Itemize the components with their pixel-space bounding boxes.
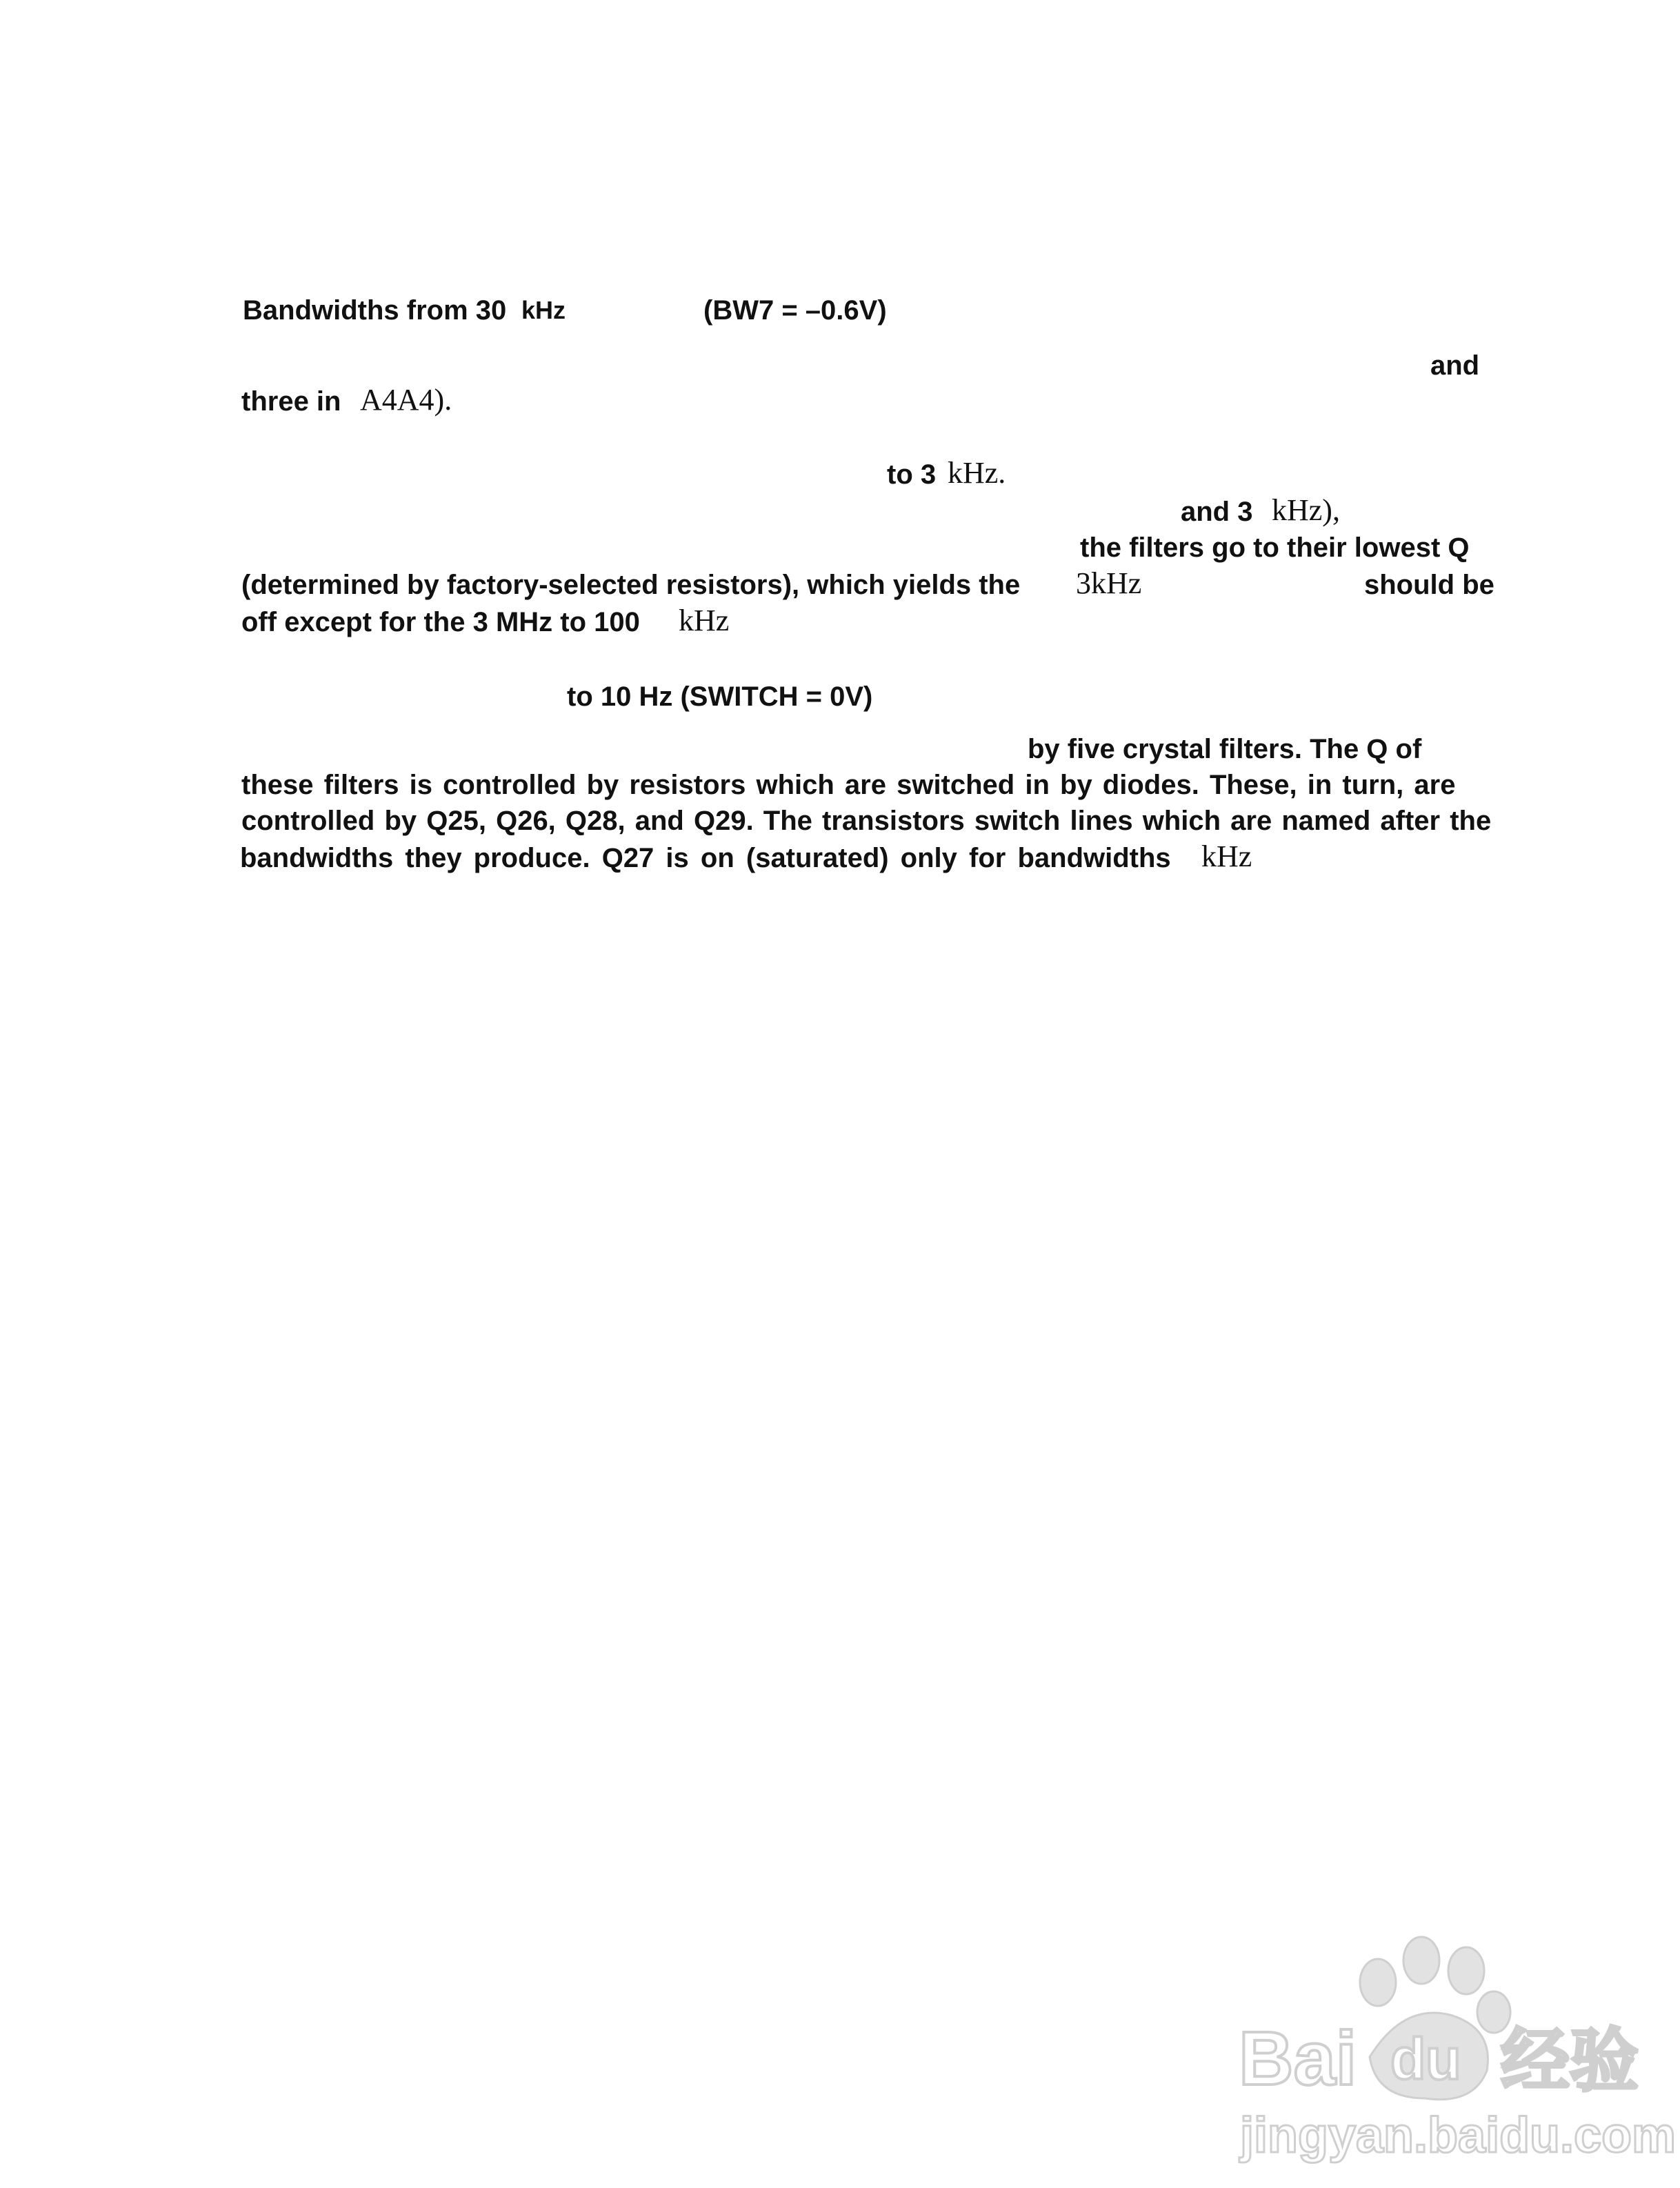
text-filters-lowest-q: the filters go to their lowest Q xyxy=(1080,533,1470,563)
text-3khz: 3kHz xyxy=(1076,566,1142,600)
text-to-3: to 3 xyxy=(887,459,937,490)
text-determined-by: (determined by factory-selected resistors), which yields the xyxy=(241,570,1021,600)
watermark-brand-du: du xyxy=(1390,2027,1461,2091)
baidu-jingyan-watermark xyxy=(1197,1898,1680,2188)
text-these-filters: these filters is controlled by resistors which are switched in by diodes. These, in turn, are xyxy=(241,770,1456,800)
text-bandwidths-they-produce: bandwidths they produce. Q27 is on (saturated) only for bandwidths xyxy=(240,843,1171,873)
text-khz-1: kHz xyxy=(521,296,566,324)
text-three-in: three in xyxy=(241,386,341,417)
text-and: and xyxy=(1430,350,1480,381)
text-should-be: should be xyxy=(1364,570,1494,600)
text-and-3: and 3 xyxy=(1181,497,1253,527)
text-controlled-by: controlled by Q25, Q26, Q28, and Q29. The transistors switch lines which are named after the xyxy=(241,806,1492,836)
text-khz-5: kHz xyxy=(1201,839,1252,873)
text-khz-2: kHz. xyxy=(948,456,1006,490)
watermark-jingyan-cn: 经验 xyxy=(1501,2020,1639,2101)
text-to-10-hz-switch: to 10 Hz (SWITCH = 0V) xyxy=(567,682,873,712)
text-off-except: off except for the 3 MHz to 100 xyxy=(241,607,640,637)
text-khz-4: kHz xyxy=(679,604,730,637)
text-bw7-value: (BW7 = –0.6V) xyxy=(703,295,887,326)
watermark-brand: Bai xyxy=(1239,2016,1357,2101)
text-five-crystal-filters: by five crystal filters. The Q of xyxy=(1028,734,1422,764)
watermark-url: jingyan.baidu.com xyxy=(1240,2108,1677,2163)
text-khz-3: kHz), xyxy=(1272,493,1340,527)
text-bandwidths-from-30: Bandwidths from 30 xyxy=(243,295,507,326)
text-a4a4: A4A4). xyxy=(360,383,452,417)
